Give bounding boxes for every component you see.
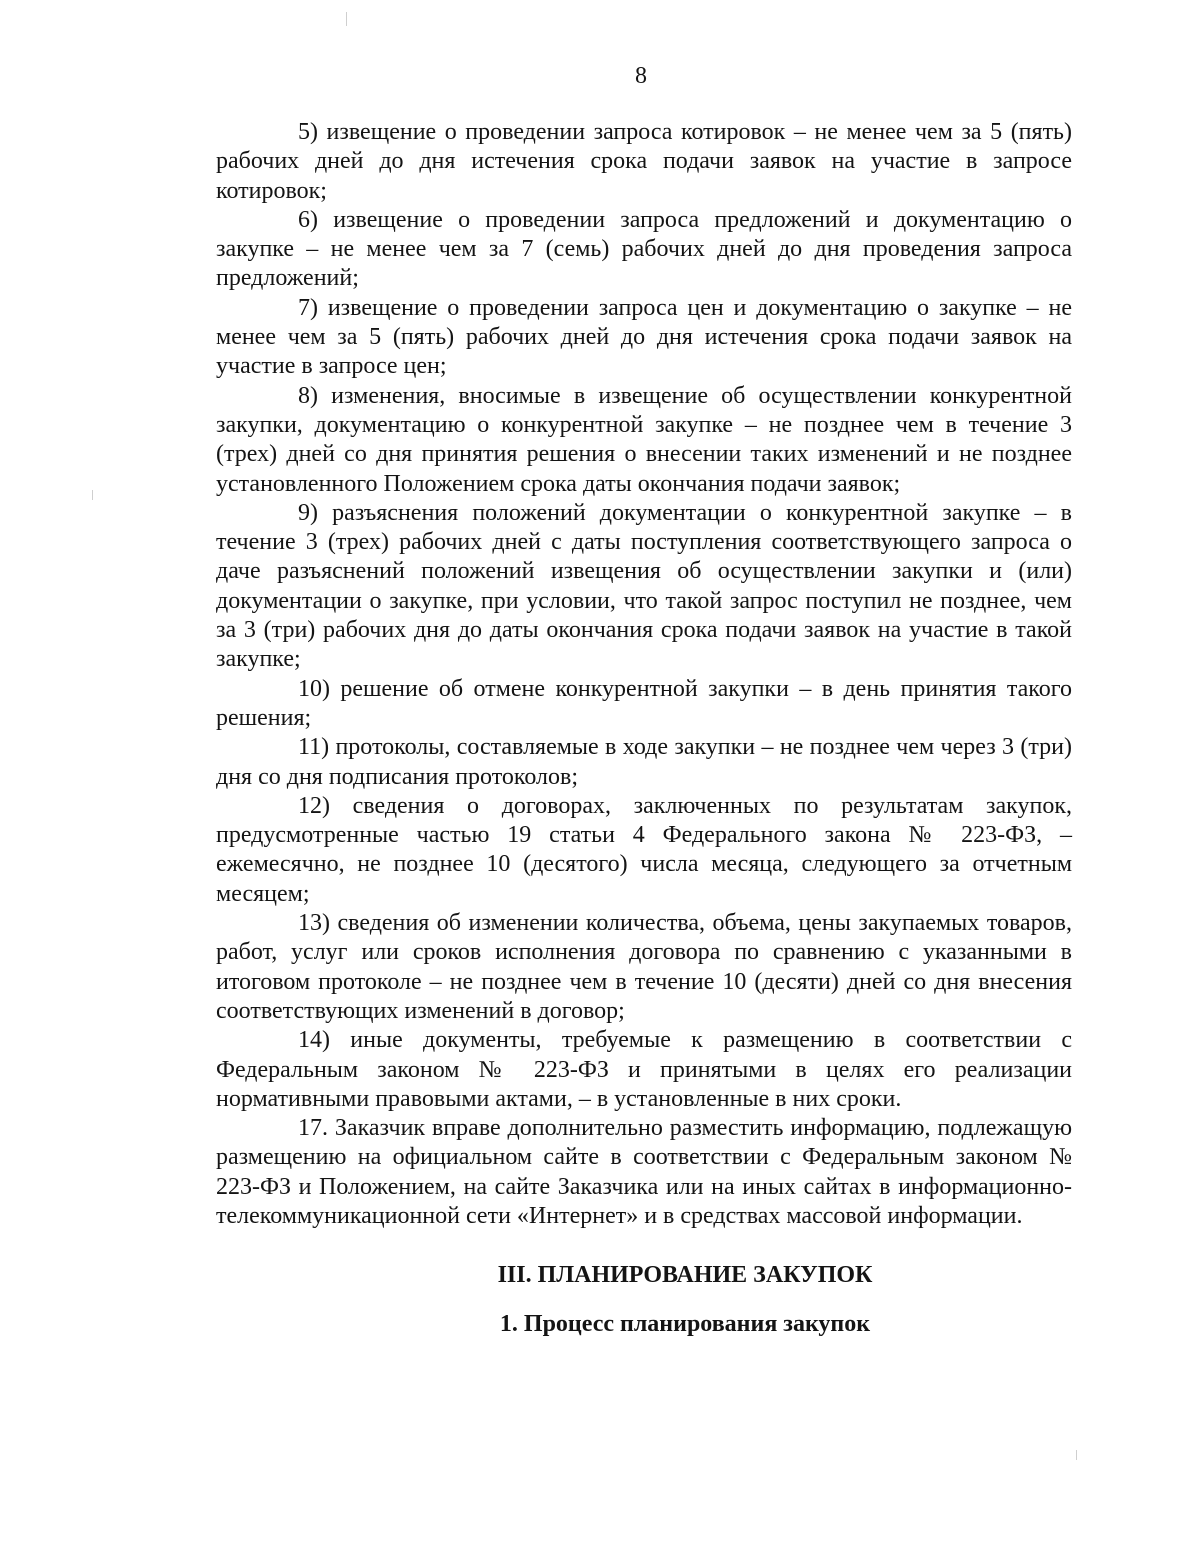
list-item-5: 5) извещение о проведении запроса котировок – не менее чем за 5 (пять) рабочих дней до дня истечения срока подачи заявок на участие в запросе котировок;	[216, 119, 1072, 204]
list-item-8: 8) изменения, вносимые в извещение об осуществлении конкурентной закупки, документацию о конкурентной закупке – не позднее чем в течение 3 (трех) дней со дня принятия решения о внесении таких изменений и не позднее установленного Положением срока даты окончания подачи заявок;	[216, 382, 1072, 497]
list-item-6: 6) извещение о проведении запроса предложений и документацию о закупке – не менее чем за 7 (семь) рабочих дней до дня проведения запроса предложений;	[216, 206, 1072, 292]
list-item-10: 10) решение об отмене конкурентной закупки – в день принятия такого решения;	[216, 675, 1072, 731]
list-item-11: 11) протоколы, составляемые в ходе закупки – не позднее чем через 3 (три) дня со дня подписания протоколов;	[216, 734, 1072, 790]
scan-mark	[1076, 1450, 1077, 1460]
scan-mark	[92, 490, 93, 500]
clause-17: 17. Заказчик вправе дополнительно разместить информацию, подлежащую размещению на официальном сайте в соответствии с Федеральным законом № 223-ФЗ и Положением, на сайте Заказчика или на иных сайтах в информационно-телекоммуникационной сети «Интернет» и в средствах массовой информации.	[216, 1115, 1072, 1229]
list-item-13: 13) сведения об изменении количества, объема, цены закупаемых товаров, работ, услуг или сроков исполнения договора по сравнению с указанными в итоговом протоколе – не позднее чем в течение 10 (десяти) дней со дня внесения соответствующих изменений в договор;	[216, 910, 1072, 1024]
scan-mark	[346, 12, 347, 26]
section-heading: III. ПЛАНИРОВАНИЕ ЗАКУПОК	[497, 1262, 873, 1289]
list-item-9: 9) разъяснения положений документации о конкурентной закупке – в течение 3 (трех) рабочих дней с даты поступления соответствующего запроса о даче разъяснений положений извещения об осуществлении закупки и (или) документации о закупке, при условии, что такой запрос поступил не позднее, чем за 3 (три) рабочих дня до даты окончания срока подачи заявок на участие в такой закупке;	[216, 499, 1072, 673]
list-item-7: 7) извещение о проведении запроса цен и документацию о закупке – не менее чем за 5 (пять) рабочих дней до дня истечения срока подачи заявок на участие в запросе цен;	[216, 294, 1072, 380]
list-item-14: 14) иные документы, требуемые к размещению в соответствии с Федеральным законом № 223-ФЗ и принятыми в целях его реализации нормативными правовыми актами, – в установленные в них сроки.	[216, 1027, 1072, 1112]
page-number: 8	[635, 63, 647, 89]
subsection-heading: 1. Процесс планирования закупок	[499, 1311, 871, 1338]
list-item-12: 12) сведения о договорах, заключенных по результатам закупок, предусмотренные частью 19 статьи 4 Федерального закона № 223-ФЗ, – ежемесячно, не позднее 10 (десятого) числа месяца, следующего за отчетным месяцем;	[216, 792, 1072, 907]
document-body	[216, 118, 1072, 1339]
